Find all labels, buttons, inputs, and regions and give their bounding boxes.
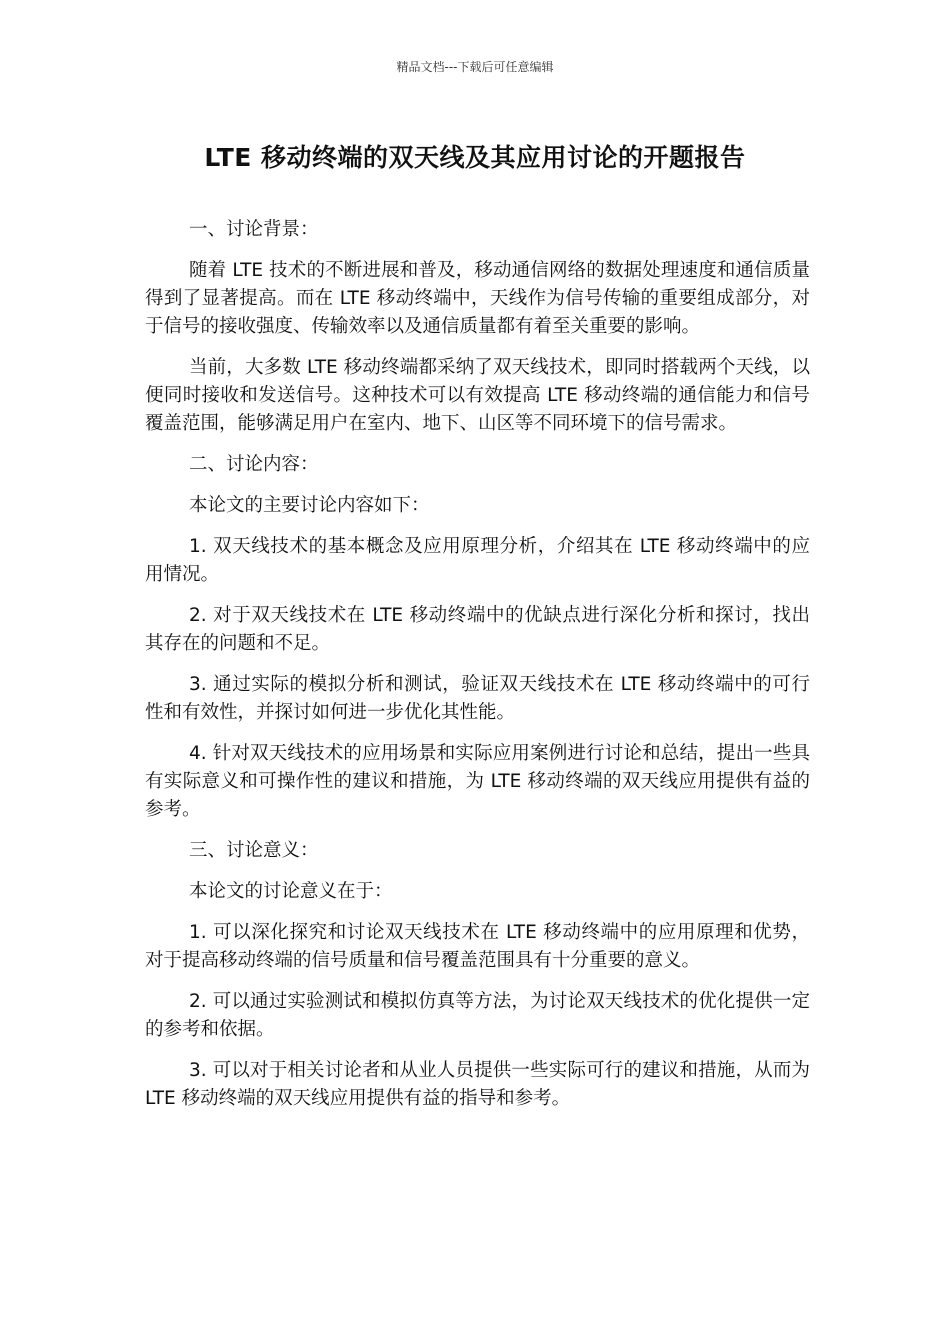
paragraph-significance-intro: 本论文的讨论意义在于： [189,881,393,902]
content-item-1: 1. 双天线技术的基本概念及应用原理分析，介绍其在 LTE 移动终端中的应用情况。 [145,536,810,585]
document-body [145,216,810,1126]
significance-item-1: 1. 可以深化探究和讨论双天线技术在 LTE 移动终端中的应用原理和优势，对于提高移动终端的信号质量和信号覆盖范围具有十分重要的意义。 [145,922,810,971]
heading-significance: 三、讨论意义： [189,840,319,861]
document-title: LTE 移动终端的双天线及其应用讨论的开题报告 [204,143,746,172]
heading-background: 一、讨论背景： [189,219,319,240]
paragraph-background-2: 当前，大多数 LTE 移动终端都采纳了双天线技术，即同时搭载两个天线，以便同时接收和发送信号。这种技术可以有效提高 LTE 移动终端的通信能力和信号覆盖范围，能够满足用户在室内、地下、山区等不同环境下的信号需求。 [145,357,810,434]
paragraph-content-intro: 本论文的主要讨论内容如下： [189,495,430,516]
content-item-2: 2. 对于双天线技术在 LTE 移动终端中的优缺点进行深化分析和探讨，找出其存在的问题和不足。 [145,605,810,654]
content-item-3: 3. 通过实际的模拟分析和测试，验证双天线技术在 LTE 移动终端中的可行性和有效性，并探讨如何进一步优化其性能。 [145,674,810,723]
heading-content: 二、讨论内容： [189,454,319,475]
significance-item-3: 3. 可以对于相关讨论者和从业人员提供一些实际可行的建议和措施，从而为 LTE 移动终端的双天线应用提供有益的指导和参考。 [145,1060,810,1109]
significance-item-2: 2. 可以通过实验测试和模拟仿真等方法，为讨论双天线技术的优化提供一定的参考和依据。 [145,991,810,1040]
content-item-4: 4. 针对双天线技术的应用场景和实际应用案例进行讨论和总结，提出一些具有实际意义和可操作性的建议和措施，为 LTE 移动终端的双天线应用提供有益的参考。 [145,743,810,820]
header-note: 精品文档---下载后可任意编辑 [396,60,554,74]
paragraph-background-1: 随着 LTE 技术的不断进展和普及，移动通信网络的数据处理速度和通信质量得到了显著提高。而在 LTE 移动终端中，天线作为信号传输的重要组成部分，对于信号的接收强度、传输效率以及通信质量都有着至关重要的影响。 [145,260,810,337]
